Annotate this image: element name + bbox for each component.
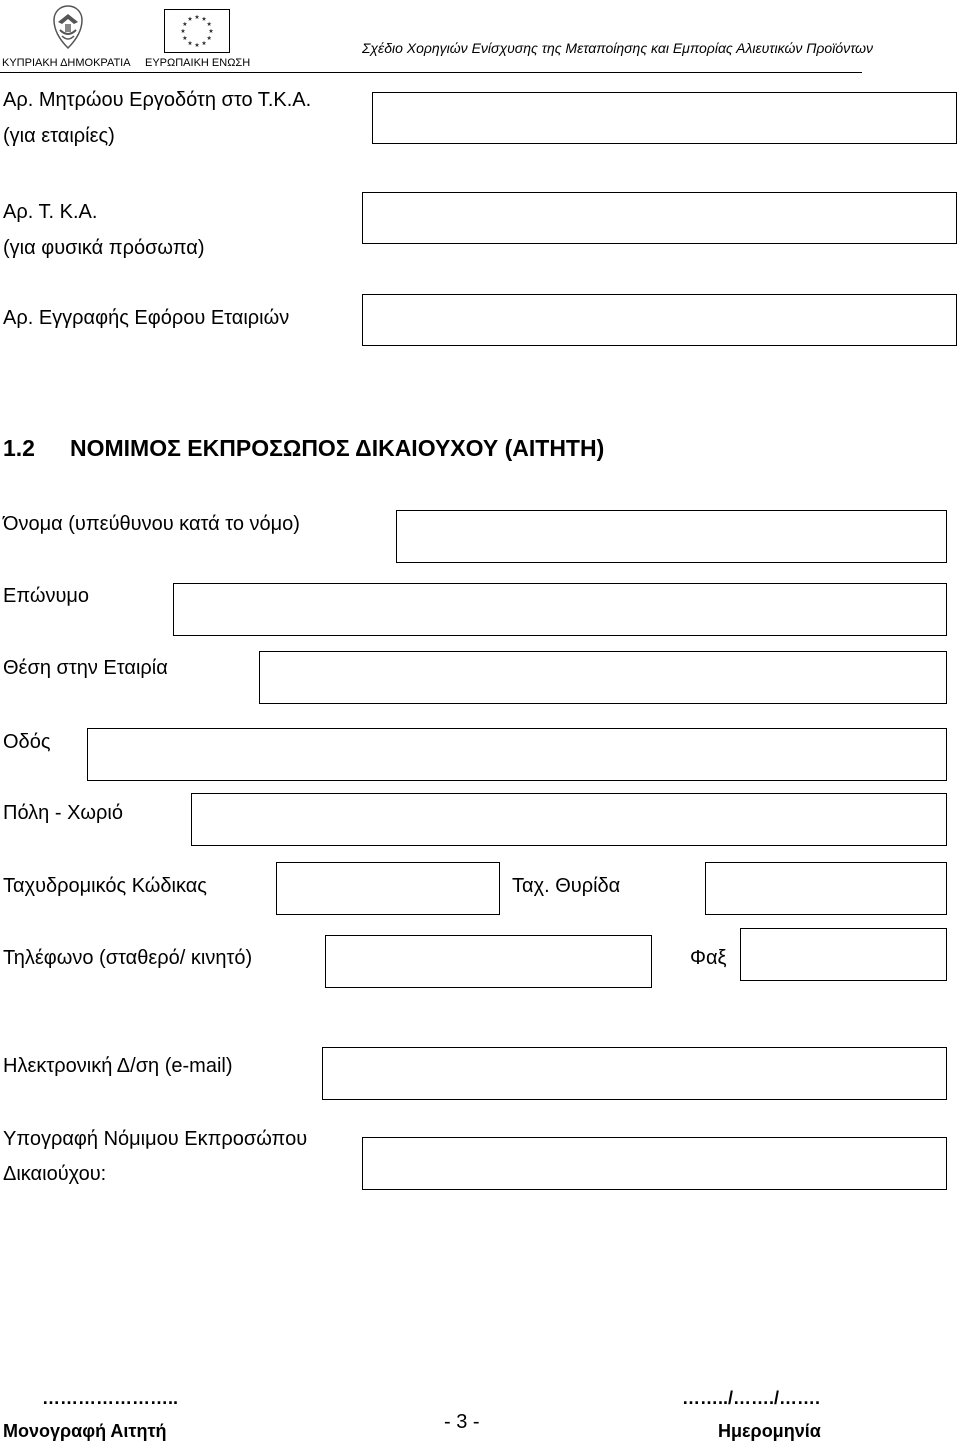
city-label: Πόλη - Χωριό [3, 802, 123, 824]
phone-field[interactable] [325, 935, 652, 988]
street-field[interactable] [87, 728, 947, 781]
initials-dots: ………………….. [42, 1388, 179, 1408]
date-dots: ……../……./……. [682, 1388, 821, 1408]
cyprus-label: ΚΥΠΡΙΑΚΗ ΔΗΜΟΚΡΑΤΙΑ [2, 57, 131, 69]
section-number: 1.2 [3, 435, 35, 461]
section-title: ΝΟΜΙΜΟΣ ΕΚΠΡΟΣΩΠΟΣ ΔΙΚΑΙΟΥΧΟΥ (ΑΙΤΗΤΗ) [70, 435, 605, 461]
fax-field[interactable] [740, 928, 947, 981]
ssn-field[interactable] [362, 192, 957, 244]
email-label: Ηλεκτρονική Δ/ση (e-mail) [3, 1055, 233, 1077]
name-label: Όνομα (υπεύθυνου κατά το νόμο) [3, 513, 300, 535]
position-field[interactable] [259, 651, 947, 704]
postal-code-label: Ταχυδρομικός Κώδικας [3, 875, 207, 897]
cyprus-emblem-icon [48, 2, 88, 52]
registrar-label: Αρ. Εγγραφής Εφόρου Εταιριών [3, 307, 290, 329]
initials-label: Μονογραφή Αιτητή [3, 1421, 167, 1441]
email-field[interactable] [322, 1047, 947, 1100]
ssn-label-line2: (για φυσικά πρόσωπα) [3, 237, 205, 259]
registrar-field[interactable] [362, 294, 957, 346]
surname-label: Επώνυμο [3, 585, 90, 607]
ssn-label-line1: Αρ. Τ. Κ.Α. [3, 201, 98, 223]
signature-label-line1: Υπογραφή Νόμιμου Εκπροσώπου [3, 1128, 308, 1150]
eu-flag-icon [164, 9, 230, 53]
employer-reg-label-line1: Αρ. Μητρώου Εργοδότη στο Τ.Κ.Α. [3, 89, 312, 111]
page-number: - 3 - [444, 1411, 480, 1433]
po-box-label: Ταχ. Θυρίδα [512, 875, 621, 897]
surname-field[interactable] [173, 583, 947, 636]
scheme-title: Σχέδιο Χορηγιών Ενίσχυσης της Μεταποίησης και Εμπορίας Αλιευτικών Προϊόντων [362, 40, 874, 56]
postal-code-field[interactable] [276, 862, 500, 915]
signature-label-line2: Δικαιούχου: [3, 1163, 107, 1185]
employer-reg-label-line2: (για εταιρίες) [3, 125, 115, 147]
street-label: Οδός [3, 731, 51, 753]
eu-label: ΕΥΡΩΠΑΙΚΗ ΕΝΩΣΗ [145, 57, 251, 69]
signature-field[interactable] [362, 1137, 947, 1190]
header-divider [0, 72, 862, 73]
city-field[interactable] [191, 793, 947, 846]
employer-reg-field[interactable] [372, 92, 957, 144]
fax-label: Φαξ [690, 947, 727, 969]
position-label: Θέση στην Εταιρία [3, 657, 168, 679]
po-box-field[interactable] [705, 862, 947, 915]
name-field[interactable] [396, 510, 947, 563]
date-label: Ημερομηνία [718, 1421, 821, 1441]
phone-label: Τηλέφωνο (σταθερό/ κινητό) [3, 947, 253, 969]
